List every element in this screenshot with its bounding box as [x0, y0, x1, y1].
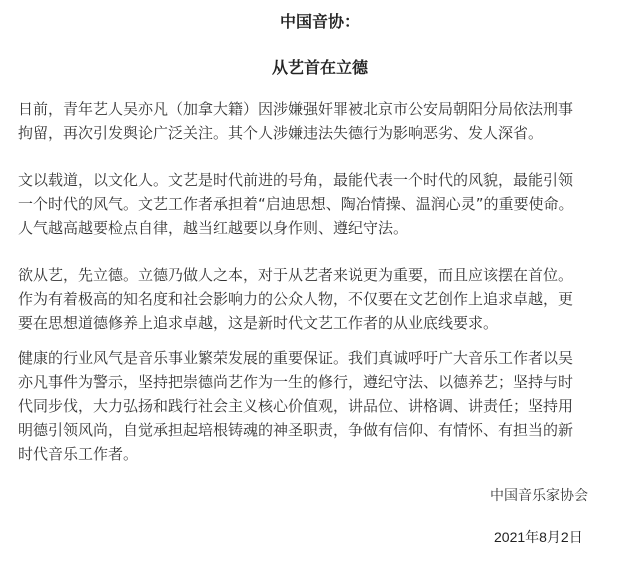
paragraph-4 [18, 346, 623, 466]
paragraph-line: 作为有着极高的知名度和社会影响力的公众人物，不仅要在文艺创作上追求卓越，更 [18, 290, 574, 308]
paragraph-3 [18, 263, 623, 335]
organization-title: 中国音协： [279, 12, 360, 31]
paragraph-line: 文以载道，以文化人。文艺是时代前进的号角，最能代表一个时代的风貌，最能引领 [18, 171, 574, 189]
paragraph-1 [18, 97, 623, 145]
paragraph-line: 时代音乐工作者。 [18, 445, 139, 463]
paragraph-line: 日前，青年艺人吴亦凡（加拿大籍）因涉嫌强奸罪被北京市公安局朝阳分局依法刑事 [18, 100, 574, 118]
paragraph-line: 一个时代的风气。文艺工作者承担着“启迪思想、陶冶情操、温润心灵”的重要使命。 [18, 195, 574, 213]
signature: 中国音乐家协会 [490, 488, 588, 504]
paragraph-line: 人气越高越要检点自律，越当红越要以身作则、遵纪守法。 [18, 219, 409, 237]
paragraph-line: 代同步伐，大力弘扬和践行社会主义核心价值观，讲品位、讲格调、讲责任；坚持用 [18, 397, 574, 415]
date: 2021年8月2日 [494, 529, 583, 545]
paragraph-line: 欲从艺，先立德。立德乃做人之本，对于从艺者来说更为重要，而且应该摆在首位。 [18, 266, 574, 284]
paragraph-line: 拘留，再次引发舆论广泛关注。其个人涉嫌违法失德行为影响恶劣、发人深省。 [18, 124, 544, 142]
paragraph-2 [18, 168, 623, 240]
paragraph-line: 亦凡事件为警示，坚持把崇德尚艺作为一生的修行，遵纪守法、以德养艺；坚持与时 [18, 373, 574, 391]
paragraph-line: 要在思想道德修养上追求卓越，这是新时代文艺工作者的从业底线要求。 [18, 314, 499, 332]
article-title: 从艺首在立德 [271, 58, 368, 77]
paragraph-line: 健康的行业风气是音乐事业繁荣发展的重要保证。我们真诚呼吁广大音乐工作者以吴 [18, 349, 574, 367]
paragraph-line: 明德引领风尚，自觉承担起培根铸魂的神圣职责，争做有信仰、有情怀、有担当的新 [18, 421, 574, 439]
